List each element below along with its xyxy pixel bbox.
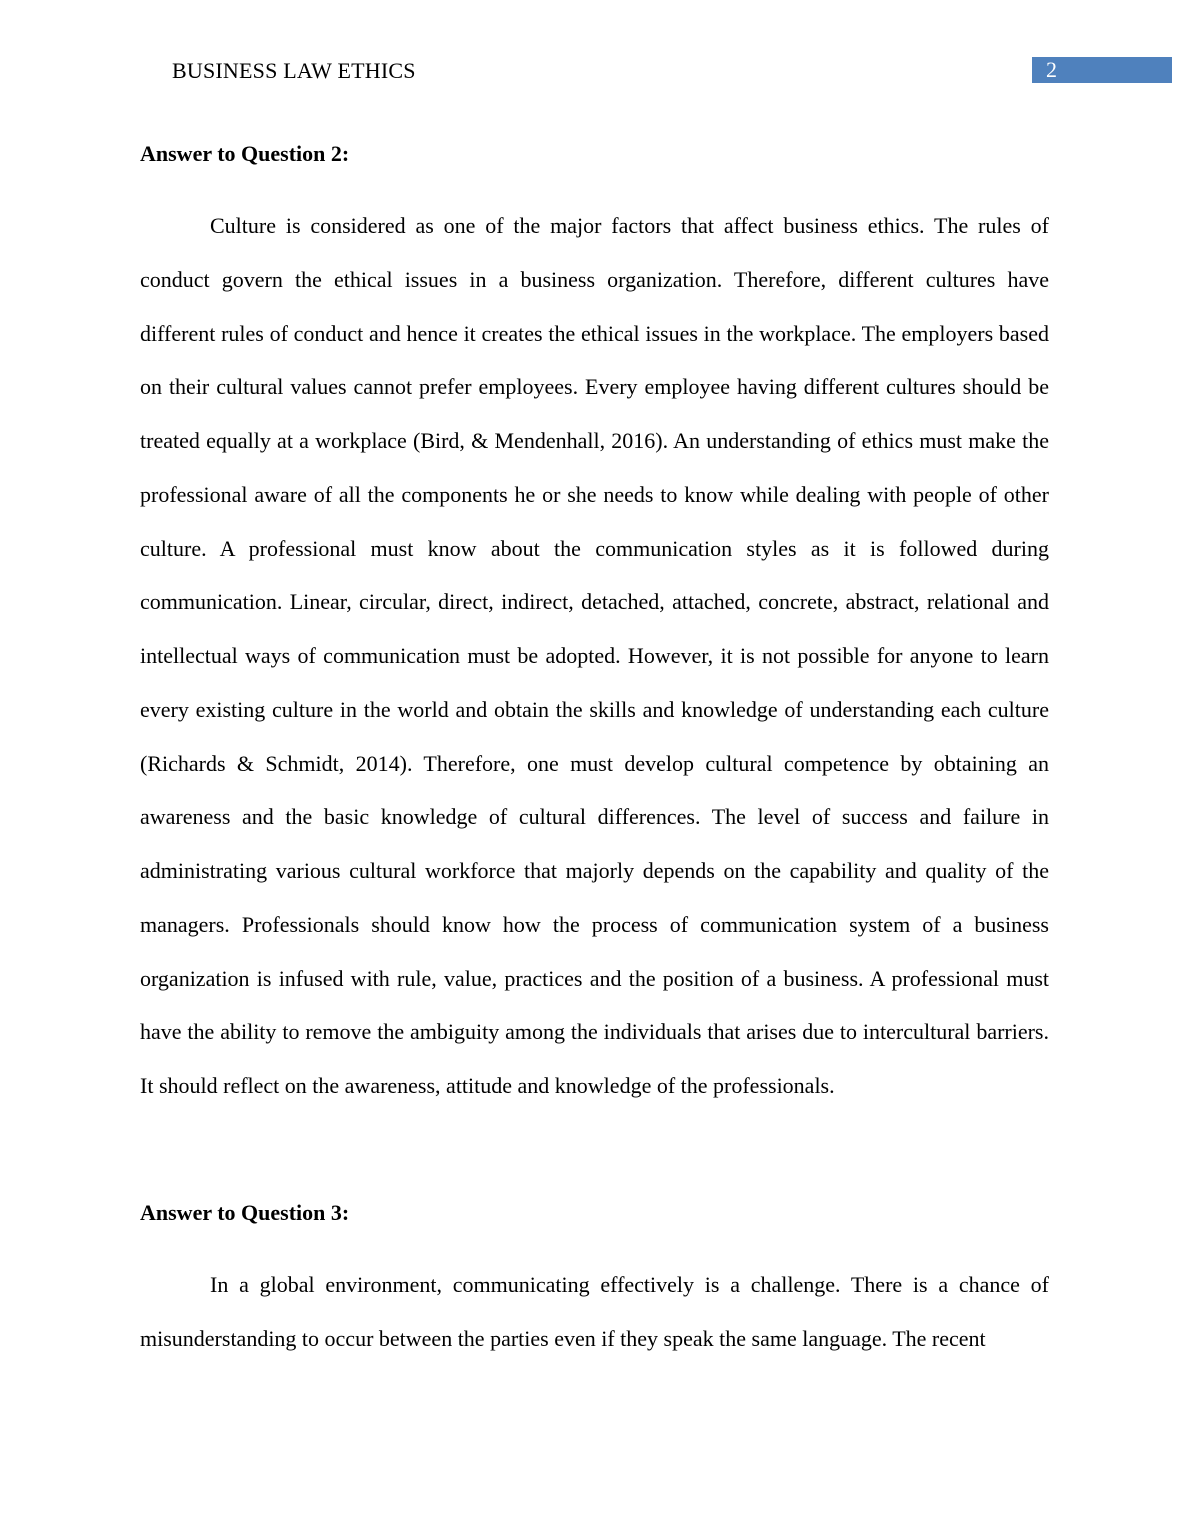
- section-heading-question-3: Answer to Question 3:: [140, 1200, 350, 1225]
- page-number: 2: [1046, 57, 1057, 82]
- section-paragraph-question-2: Culture is considered as one of the major factors that affect business ethics. The rules of conduct govern the ethical issues in a business organization. Therefore, different cultures have different rules of conduct and hence it creates the ethical issues in the workplace. The employers based on their cultural values cannot prefer employees. Every employee having different cultures should be treated equally at a workplace (Bird, & Mendenhall, 2016). An understanding of ethics must make the professional aware of all the components he or she needs to know while dealing with people of other culture. A professional must know about the communication styles as it is followed during communication. Linear, circular, direct, indirect, detached, attached, concrete, abstract, relational and intellectual ways of communication must be adopted. However, it is not possible for anyone to learn every existing culture in the world and obtain the skills and knowledge of understanding each culture (Richards & Schmidt, 2014). Therefore, one must develop cultural competence by obtaining an awareness and the basic knowledge of cultural differences. The level of success and failure in administrating various cultural workforce that majorly depends on the capability and quality of the managers. Professionals should know how the process of communication system of a business organization is infused with rule, value, practices and the position of a business. A professional must have the ability to remove the ambiguity among the individuals that arises due to intercultural barriers. It should reflect on the awareness, attitude and knowledge of the professionals.: [140, 213, 1049, 1098]
- page-number-badge: [1032, 57, 1172, 83]
- section-paragraph-question-3: In a global environment, communicating effectively is a challenge. There is a chance of misunderstanding to occur between the parties even if they speak the same language. The recent: [140, 1272, 1049, 1351]
- section-heading-question-2: Answer to Question 2:: [140, 141, 350, 166]
- running-head: BUSINESS LAW ETHICS: [172, 58, 416, 83]
